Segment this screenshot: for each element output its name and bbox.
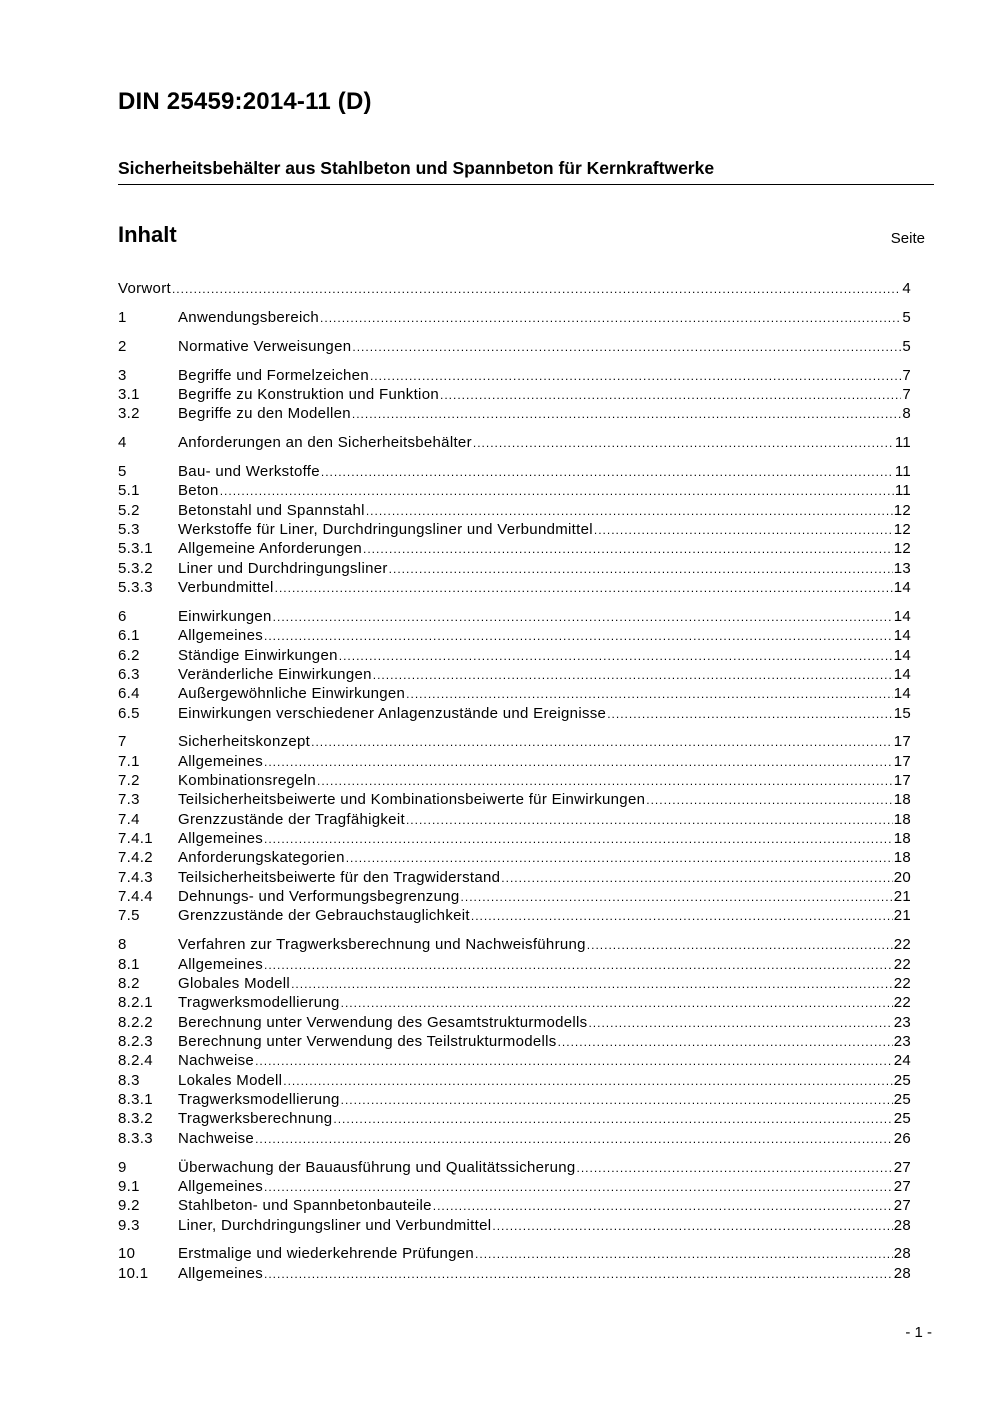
- toc-dot-leader: [275, 581, 893, 595]
- toc-entry[interactable]: [118, 309, 911, 328]
- toc-entry-number: 5.3.1: [118, 540, 153, 558]
- toc-entry[interactable]: [118, 791, 911, 810]
- toc-entry[interactable]: [118, 907, 911, 926]
- toc-entry-number: 9.3: [118, 1216, 140, 1234]
- toc-entry-title: Außergewöhnliche Einwirkungen: [178, 685, 406, 703]
- toc-entry-page: 18: [893, 830, 911, 848]
- toc-dot-leader: [346, 851, 893, 865]
- toc-entry[interactable]: [118, 733, 911, 752]
- toc-entry-title: Teilsicherheitsbeiwerte und Kombinationsbeiwerte für Einwirkungen: [178, 791, 646, 809]
- toc-entry[interactable]: [118, 1091, 911, 1110]
- toc-entry[interactable]: [118, 367, 911, 386]
- toc-entry-page: 15: [893, 704, 911, 722]
- toc-entry[interactable]: [118, 560, 911, 579]
- toc-dot-leader: [352, 407, 901, 421]
- toc-entry-title: Begriffe zu Konstruktion und Funktion: [178, 385, 439, 403]
- toc-entry-page: 5: [902, 337, 911, 355]
- toc-entry-page: 28: [893, 1216, 911, 1234]
- toc-dot-leader: [311, 735, 893, 749]
- toc-entry[interactable]: [118, 849, 911, 868]
- toc-entry-number: 7.4.1: [118, 830, 153, 848]
- toc-entry-title: Beton: [178, 482, 219, 500]
- toc-entry-page: 21: [893, 888, 911, 906]
- toc-entry-number: 6.5: [118, 704, 140, 722]
- toc-entry-title: Anforderungskategorien: [178, 849, 345, 867]
- toc-dot-leader: [320, 311, 901, 325]
- toc-entry[interactable]: [118, 830, 911, 849]
- toc-entry-title: Bau- und Werkstoffe: [178, 462, 320, 480]
- toc-dot-leader: [341, 1093, 893, 1107]
- toc-entry-page: 22: [893, 936, 911, 954]
- toc-dot-leader: [577, 1161, 893, 1175]
- toc-entry-number: 5.2: [118, 501, 140, 519]
- toc-entry-page: 17: [893, 733, 911, 751]
- toc-dot-leader: [264, 1267, 893, 1281]
- toc-entry-number: 6.4: [118, 685, 140, 703]
- toc-dot-leader: [588, 1016, 892, 1030]
- toc-entry-title: Stahlbeton- und Spannbetonbauteile: [178, 1197, 432, 1215]
- toc-entry-number: 3.1: [118, 385, 140, 403]
- toc-dot-leader: [370, 369, 901, 383]
- toc-entry-title: Erstmalige und wiederkehrende Prüfungen: [178, 1245, 475, 1263]
- toc-entry-number: 7.4: [118, 810, 140, 828]
- toc-dot-leader: [501, 871, 892, 885]
- toc-entry-page: 4: [902, 280, 911, 297]
- toc-entry-number: 8.2.3: [118, 1033, 153, 1051]
- toc-entry-page: 14: [893, 685, 911, 703]
- toc-entry-page: 27: [893, 1197, 911, 1215]
- toc-entry-page: 27: [893, 1158, 911, 1176]
- toc-entry-page: 23: [893, 1033, 911, 1051]
- toc-entry-page: 22: [893, 955, 911, 973]
- toc-dot-leader: [341, 996, 893, 1010]
- toc-entry-page: 27: [893, 1177, 911, 1195]
- toc-dot-leader: [264, 629, 893, 643]
- toc-entry[interactable]: [118, 627, 911, 646]
- toc-entry-title: Allgemeines: [178, 955, 264, 973]
- toc-entry-number: 7.4.3: [118, 868, 153, 886]
- toc-entry-number: 7.4.4: [118, 888, 153, 906]
- toc-entry-title: Berechnung unter Verwendung des Gesamtstrukturmodells: [178, 1013, 588, 1031]
- toc-entry-title: Allgemeines: [178, 1264, 264, 1282]
- toc-entry-page: 22: [893, 975, 911, 992]
- toc-entry-title: Grenzzustände der Gebrauchstauglichkeit: [178, 907, 470, 925]
- toc-entry-page: 14: [893, 665, 911, 683]
- toc-entry[interactable]: [118, 463, 911, 482]
- toc-dot-leader: [333, 1112, 892, 1126]
- toc-dot-leader: [291, 977, 893, 991]
- toc-entry-title: Grenzzustände der Tragfähigkeit: [178, 810, 405, 828]
- toc-entry-page: 11: [894, 462, 911, 480]
- toc-entry-title: Berechnung unter Verwendung des Teilstrukturmodells: [178, 1033, 557, 1051]
- toc-dot-leader: [558, 1035, 893, 1049]
- toc-dot-leader: [255, 1054, 893, 1068]
- toc-dot-leader: [646, 793, 892, 807]
- toc-entry-page: 26: [893, 1129, 911, 1147]
- toc-entry[interactable]: [118, 1245, 911, 1264]
- toc-entry[interactable]: [118, 482, 911, 501]
- toc-entry-number: 5.3.3: [118, 578, 153, 596]
- toc-heading: Inhalt: [118, 222, 177, 247]
- toc-dot-leader: [317, 774, 893, 788]
- toc-entry-number: 1: [118, 308, 127, 326]
- toc-entry-number: 9.1: [118, 1177, 140, 1195]
- toc-entry-title: Anforderungen an den Sicherheitsbehälter: [178, 434, 472, 452]
- toc-entry[interactable]: [118, 502, 911, 521]
- toc-entry[interactable]: [118, 772, 911, 791]
- toc-entry-number: 8.3: [118, 1071, 140, 1089]
- toc-entry[interactable]: [118, 608, 911, 627]
- toc-entry-title: Globales Modell: [178, 975, 291, 992]
- toc-dot-leader: [366, 504, 893, 518]
- toc-entry-title: Nachweise: [178, 1129, 255, 1147]
- toc-entry-page: 14: [893, 627, 911, 645]
- toc-entry-title: Begriffe und Formelzeichen: [178, 366, 369, 384]
- toc-entry-title: Überwachung der Bauausführung und Qualitätssicherung: [178, 1158, 576, 1176]
- toc-entry-number: 8.2.1: [118, 994, 153, 1012]
- toc-entry-page: 11: [894, 434, 911, 452]
- toc-entry-number: 7.2: [118, 772, 140, 790]
- toc-entry-title: Ständige Einwirkungen: [178, 646, 338, 664]
- toc-entry-number: 5.3.2: [118, 559, 153, 577]
- toc-entry[interactable]: [118, 1197, 911, 1216]
- toc-entry-number: 4: [118, 434, 127, 452]
- toc-entry[interactable]: [118, 1217, 911, 1236]
- toc-entry-page: 24: [893, 1052, 911, 1070]
- toc-entry[interactable]: [118, 1014, 911, 1033]
- toc-entry-page: 28: [893, 1245, 911, 1263]
- toc-entry-page: 14: [893, 607, 911, 625]
- toc-dot-leader: [607, 707, 893, 721]
- toc-entry-number: 8.3.3: [118, 1129, 153, 1147]
- toc-entry[interactable]: [118, 1072, 911, 1091]
- toc-entry-title: Kombinationsregeln: [178, 772, 316, 790]
- toc-entry-page: 25: [893, 1091, 911, 1109]
- toc-entry-page: 25: [893, 1071, 911, 1089]
- toc-dot-leader: [264, 958, 893, 972]
- toc-entry-title: Begriffe zu den Modellen: [178, 405, 351, 423]
- toc-entry-page: 18: [893, 810, 911, 828]
- toc-entry-number: 3: [118, 366, 127, 384]
- toc-entry-title: Normative Verweisungen: [178, 337, 352, 355]
- toc-entry[interactable]: [118, 1052, 911, 1071]
- toc-dot-leader: [587, 938, 893, 952]
- toc-dot-leader: [339, 649, 893, 663]
- toc-entry[interactable]: [118, 936, 911, 955]
- toc-entry-number: 9.2: [118, 1197, 140, 1215]
- toc-entry-number: 7.1: [118, 752, 140, 770]
- toc-entry[interactable]: [118, 666, 911, 685]
- toc-entry[interactable]: [118, 280, 911, 299]
- toc-entry-number: 8.2.4: [118, 1052, 153, 1070]
- toc-entry-number: 7.4.2: [118, 849, 153, 867]
- toc-entry-page: 5: [902, 308, 911, 326]
- toc-entry-title: Allgemeines: [178, 1177, 264, 1195]
- toc-entry-title: Liner und Durchdringungsliner: [178, 559, 388, 577]
- toc-entry-number: 6: [118, 607, 127, 625]
- toc-entry-page: 12: [893, 501, 911, 519]
- document-id: DIN 25459:2014-11 (D): [118, 88, 372, 115]
- toc-entry-page: 18: [893, 791, 911, 809]
- toc-entry-page: 25: [893, 1110, 911, 1128]
- toc-entry-number: 3.2: [118, 405, 140, 423]
- toc-entry-number: 5.1: [118, 482, 140, 500]
- toc-entry-title: Einwirkungen: [178, 607, 272, 625]
- toc-entry[interactable]: [118, 434, 911, 453]
- toc-entry-page: 17: [893, 772, 911, 790]
- toc-entry[interactable]: [118, 1130, 911, 1149]
- toc-entry-page: 21: [893, 907, 911, 925]
- toc-entry-title: Werkstoffe für Liner, Durchdringungsliner und Verbundmittel: [178, 520, 593, 538]
- toc-dot-leader: [255, 1132, 893, 1146]
- toc-dot-leader: [406, 687, 893, 701]
- toc-entry-number: 6.2: [118, 646, 140, 664]
- toc-dot-leader: [264, 1180, 893, 1194]
- toc-dot-leader: [433, 1199, 893, 1213]
- toc-entry-page: 12: [893, 540, 911, 558]
- toc-entry-number: 8.3.1: [118, 1091, 153, 1109]
- toc-dot-leader: [172, 282, 901, 296]
- toc-entry[interactable]: [118, 975, 911, 994]
- toc-entry-page: 18: [893, 849, 911, 867]
- toc-entry-title: Lokales Modell: [178, 1071, 283, 1089]
- toc-entry-title: Allgemeines: [178, 752, 264, 770]
- toc-entry-page: 23: [893, 1013, 911, 1031]
- toc-entry-page: 12: [893, 520, 911, 538]
- toc-entry-page: 14: [893, 578, 911, 596]
- toc-entry-page: 20: [893, 868, 911, 886]
- toc-entry[interactable]: [118, 705, 911, 724]
- toc-entry[interactable]: [118, 753, 911, 772]
- toc-dot-leader: [492, 1219, 892, 1233]
- toc-entry-title: Verbundmittel: [178, 578, 274, 596]
- toc-entry-number: 10.1: [118, 1264, 149, 1282]
- toc-entry-title: Tragwerksberechnung: [178, 1110, 333, 1128]
- toc-entry[interactable]: [118, 1159, 911, 1178]
- toc-entry-number: 8.2: [118, 975, 140, 992]
- toc-entry-number: 7: [118, 733, 127, 751]
- toc-entry-title: Verfahren zur Tragwerksberechnung und Nachweisführung: [178, 936, 586, 954]
- toc-entry-number: 10: [118, 1245, 136, 1263]
- toc-entry-page: 11: [894, 482, 911, 500]
- toc-dot-leader: [264, 832, 893, 846]
- toc-entry-title: Veränderliche Einwirkungen: [178, 665, 372, 683]
- toc-entry-number: 5: [118, 462, 127, 480]
- toc-entry[interactable]: [118, 956, 911, 975]
- toc-entry-title: Allgemeine Anforderungen: [178, 540, 362, 558]
- toc-entry-title: Dehnungs- und Verformungsbegrenzung: [178, 888, 460, 906]
- toc-entry-title: Allgemeines: [178, 830, 264, 848]
- toc-entry[interactable]: [118, 540, 911, 559]
- toc-entry-page: 22: [893, 994, 911, 1012]
- toc-entry-title: Sicherheitskonzept: [178, 733, 311, 751]
- toc-entry[interactable]: [118, 647, 911, 666]
- toc-entry-page: 28: [893, 1264, 911, 1282]
- toc-entry-number: 7.5: [118, 907, 140, 925]
- toc-entry-title: Tragwerksmodellierung: [178, 1091, 340, 1109]
- toc-entry-title: Nachweise: [178, 1052, 255, 1070]
- table-of-contents: [118, 280, 911, 1284]
- toc-entry-title: Vorwort: [118, 280, 171, 297]
- toc-entry[interactable]: [118, 994, 911, 1013]
- toc-entry[interactable]: [118, 1110, 911, 1129]
- toc-dot-leader: [363, 542, 893, 556]
- toc-entry-page: 14: [893, 646, 911, 664]
- toc-entry-number: 8: [118, 936, 127, 954]
- toc-entry-title: Anwendungsbereich: [178, 308, 320, 326]
- toc-entry[interactable]: [118, 521, 911, 540]
- toc-entry-page: 8: [902, 405, 911, 423]
- toc-dot-leader: [406, 813, 893, 827]
- toc-dot-leader: [264, 755, 893, 769]
- toc-entry[interactable]: [118, 685, 911, 704]
- toc-entry-number: 6.1: [118, 627, 140, 645]
- toc-dot-leader: [283, 1074, 892, 1088]
- toc-entry[interactable]: [118, 405, 911, 424]
- toc-entry-number: 7.3: [118, 791, 140, 809]
- toc-entry-number: 9: [118, 1158, 127, 1176]
- page-number: - 1 -: [905, 1324, 932, 1341]
- toc-entry-number: 8.1: [118, 955, 140, 973]
- toc-dot-leader: [475, 1247, 893, 1261]
- toc-entry-page: 17: [893, 752, 911, 770]
- toc-entry-number: 5.3: [118, 520, 140, 538]
- page-column-label: Seite: [890, 230, 925, 247]
- toc-dot-leader: [373, 668, 893, 682]
- toc-entry-number: 8.2.2: [118, 1013, 153, 1031]
- toc-entry[interactable]: [118, 1033, 911, 1052]
- toc-entry-number: 2: [118, 337, 127, 355]
- toc-entry-title: Teilsicherheitsbeiwerte für den Tragwiderstand: [178, 868, 501, 886]
- toc-dot-leader: [461, 890, 893, 904]
- toc-dot-leader: [273, 610, 893, 624]
- toc-dot-leader: [440, 388, 901, 402]
- toc-dot-leader: [389, 562, 893, 576]
- toc-entry-number: 8.3.2: [118, 1110, 153, 1128]
- toc-entry-title: Einwirkungen verschiedener Anlagenzustände und Ereignisse: [178, 704, 607, 722]
- toc-entry[interactable]: [118, 811, 911, 830]
- toc-dot-leader: [594, 523, 893, 537]
- toc-entry-page: 7: [902, 385, 911, 403]
- document-subtitle: Sicherheitsbehälter aus Stahlbeton und Spannbeton für Kernkraftwerke: [118, 158, 934, 185]
- toc-dot-leader: [471, 909, 893, 923]
- toc-entry-title: Tragwerksmodellierung: [178, 994, 340, 1012]
- toc-dot-leader: [321, 465, 894, 479]
- toc-entry-number: 6.3: [118, 665, 140, 683]
- toc-entry[interactable]: [118, 1265, 911, 1284]
- toc-entry-page: 13: [893, 559, 911, 577]
- toc-entry[interactable]: [118, 338, 911, 357]
- toc-dot-leader: [352, 340, 901, 354]
- toc-entry[interactable]: [118, 888, 911, 907]
- toc-entry[interactable]: [118, 869, 911, 888]
- toc-entry-page: 7: [902, 366, 911, 384]
- toc-entry[interactable]: [118, 1178, 911, 1197]
- toc-entry-title: Betonstahl und Spannstahl: [178, 501, 365, 519]
- toc-entry[interactable]: [118, 386, 911, 405]
- toc-dot-leader: [220, 484, 894, 498]
- toc-dot-leader: [473, 436, 894, 450]
- toc-entry-title: Allgemeines: [178, 627, 264, 645]
- toc-entry-title: Liner, Durchdringungsliner und Verbundmittel: [178, 1216, 492, 1234]
- toc-entry[interactable]: [118, 579, 911, 598]
